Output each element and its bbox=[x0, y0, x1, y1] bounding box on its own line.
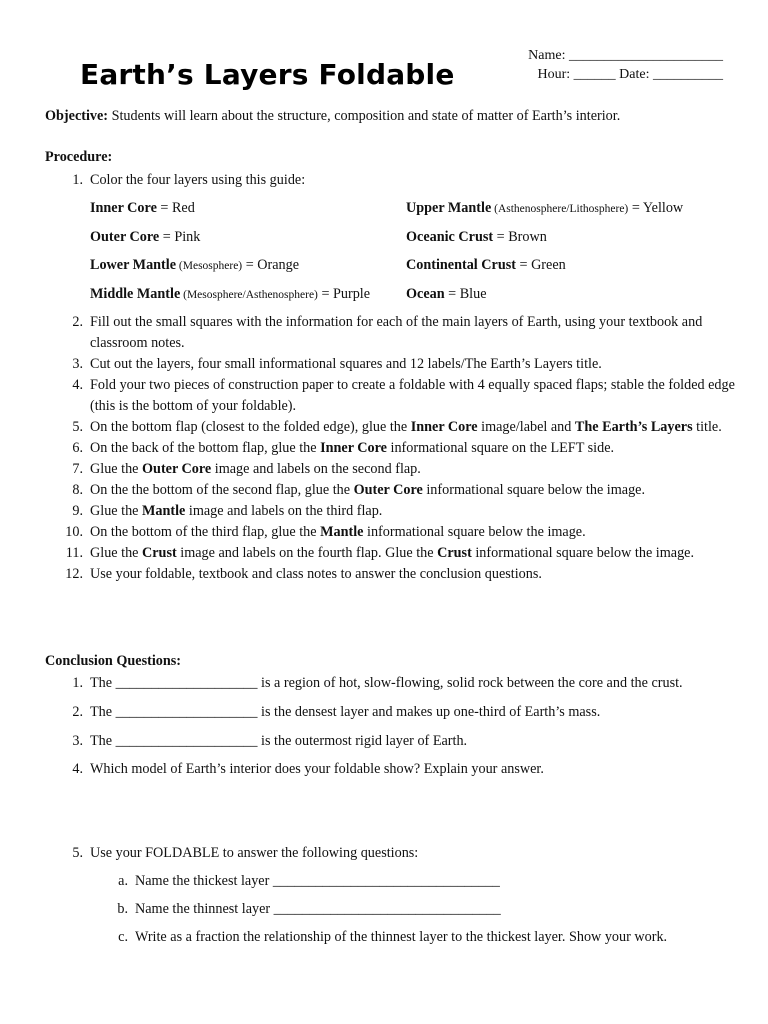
question-number: 2. bbox=[72, 704, 83, 720]
procedure-step: 6. On the back of the bottom flap, glue the Inner Core informational square on the LEFT side. bbox=[45, 438, 735, 459]
step-text: Fill out the small squares with the information for each of the main layers of Earth, using your textbook and classroom notes. bbox=[90, 314, 703, 351]
procedure-step bbox=[45, 170, 735, 306]
question-number: 1. bbox=[72, 675, 83, 691]
conclusion-question bbox=[45, 843, 735, 948]
procedure-step bbox=[45, 375, 735, 417]
question-number: 4. bbox=[72, 761, 83, 777]
subquestion-letter: a. bbox=[118, 873, 128, 889]
procedure-step: 11. Glue the Crust image and labels on the fourth flap. Glue the Crust informational square below the image. bbox=[45, 543, 735, 564]
color-guide-item: Ocean = Blue bbox=[406, 286, 487, 302]
conclusion-heading: Conclusion Questions: bbox=[45, 653, 181, 669]
procedure-step: 9. Glue the Mantle image and labels on the third flap. bbox=[45, 501, 735, 522]
procedure-heading: Procedure: bbox=[45, 149, 113, 165]
question-text: Use your FOLDABLE to answer the following questions: bbox=[90, 845, 419, 861]
step-number: 3. bbox=[72, 356, 83, 372]
color-guide-item: Lower Mantle (Mesosphere) = Orange bbox=[90, 257, 299, 273]
name-line: Name: ______________________ bbox=[528, 48, 723, 63]
hour-date-line: Hour: ______ Date: __________ bbox=[537, 67, 723, 82]
step-number: 4. bbox=[72, 377, 83, 393]
subquestion-text: Name the thinnest layer ________________________________ bbox=[135, 901, 501, 917]
procedure-step: 5. On the bottom flap (closest to the folded edge), glue the Inner Core image/label and The Earth’s Layers title. bbox=[45, 417, 735, 438]
step-number: 11. bbox=[65, 545, 83, 561]
subquestion bbox=[90, 871, 735, 892]
color-guide-item: Outer Core = Pink bbox=[90, 229, 201, 245]
procedure-step bbox=[45, 312, 735, 354]
conclusion-question bbox=[45, 759, 735, 780]
question-text: The ____________________ is the outermost rigid layer of Earth. bbox=[90, 733, 468, 749]
question-number: 5. bbox=[72, 845, 83, 861]
conclusion-list bbox=[45, 673, 735, 955]
objective-text: Students will learn about the structure, composition and state of matter of Earth’s interior. bbox=[108, 108, 621, 124]
question-number: 3. bbox=[72, 733, 83, 749]
subquestion-letter: c. bbox=[118, 929, 128, 945]
question-text: Which model of Earth’s interior does your foldable show? Explain your answer. bbox=[90, 761, 544, 777]
conclusion-question bbox=[45, 673, 735, 694]
step-number: 7. bbox=[72, 461, 83, 477]
step-number: 8. bbox=[72, 482, 83, 498]
step-number: 12. bbox=[65, 566, 83, 582]
step-number: 9. bbox=[72, 503, 83, 519]
subquestion-list bbox=[90, 871, 735, 948]
subquestion-letter: b. bbox=[117, 901, 128, 917]
procedure-list bbox=[45, 170, 735, 585]
objective-label: Objective: bbox=[45, 108, 109, 124]
step-text: Fold your two pieces of construction paper to create a foldable with 4 equally spaced flaps; stable the folded edge (this is the bottom of your foldable). bbox=[90, 377, 735, 414]
procedure-step: 10. On the bottom of the third flap, glue the Mantle informational square below the image. bbox=[45, 522, 735, 543]
step-text: Use your foldable, textbook and class notes to answer the conclusion questions. bbox=[90, 566, 542, 582]
procedure-step bbox=[45, 354, 735, 375]
subquestion bbox=[90, 899, 735, 920]
step-number: 5. bbox=[72, 419, 83, 435]
conclusion-question bbox=[45, 731, 735, 752]
step-number: 10. bbox=[65, 524, 83, 540]
step-text: Color the four layers using this guide: bbox=[90, 172, 306, 188]
color-guide-item: Middle Mantle (Mesosphere/Asthenosphere) = Purple bbox=[90, 286, 371, 302]
step-text: Cut out the layers, four small informational squares and 12 labels/The Earth’s Layers title. bbox=[90, 356, 602, 372]
step-number: 1. bbox=[72, 172, 83, 188]
question-text: The ____________________ is the densest layer and makes up one-third of Earth’s mass. bbox=[90, 704, 601, 720]
color-guide bbox=[90, 198, 735, 306]
worksheet-title: Earth’s Layers Foldable bbox=[80, 58, 455, 91]
step-number: 6. bbox=[72, 440, 83, 456]
color-guide-item: Upper Mantle (Asthenosphere/Lithosphere) = Yellow bbox=[406, 200, 684, 216]
question-text: The ____________________ is a region of hot, slow-flowing, solid rock between the core and the crust. bbox=[90, 675, 683, 691]
color-guide-item: Oceanic Crust = Brown bbox=[406, 229, 547, 245]
student-info-block bbox=[463, 46, 723, 84]
subquestion bbox=[90, 927, 735, 948]
procedure-step: 7. Glue the Outer Core image and labels on the second flap. bbox=[45, 459, 735, 480]
color-guide-item: Inner Core = Red bbox=[90, 200, 195, 216]
objective-paragraph bbox=[45, 107, 735, 126]
conclusion-question bbox=[45, 702, 735, 723]
subquestion-text: Write as a fraction the relationship of the thinnest layer to the thickest layer. Show your work. bbox=[135, 929, 668, 945]
step-number: 2. bbox=[72, 314, 83, 330]
procedure-step: 8. On the the bottom of the second flap, glue the Outer Core informational square below the image. bbox=[45, 480, 735, 501]
color-guide-item: Continental Crust = Green bbox=[406, 257, 566, 273]
subquestion-text: Name the thickest layer ________________________________ bbox=[135, 873, 500, 889]
procedure-step bbox=[45, 564, 735, 585]
